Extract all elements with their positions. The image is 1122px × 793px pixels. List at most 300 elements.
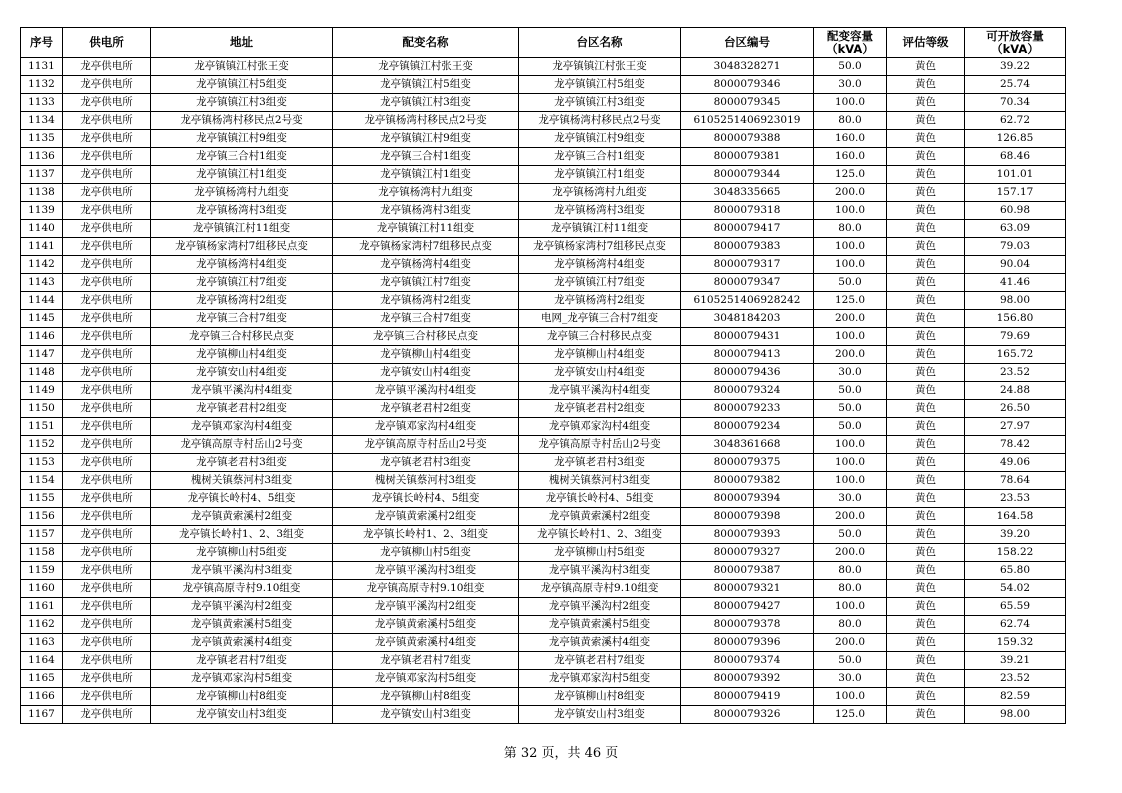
cell-capacity: 50.0 bbox=[814, 418, 887, 436]
cell-address: 龙亭镇高原寺村9.10组变 bbox=[151, 580, 333, 598]
table-row bbox=[21, 418, 1066, 436]
cell-open-capacity: 39.22 bbox=[965, 58, 1066, 76]
cell-index: 1140 bbox=[21, 220, 63, 238]
cell-grade: 黄色 bbox=[887, 346, 965, 364]
table-row bbox=[21, 130, 1066, 148]
cell-station: 龙亭供电所 bbox=[63, 130, 151, 148]
cell-open-capacity: 126.85 bbox=[965, 130, 1066, 148]
cell-transformer-name: 龙亭镇镇江村5组变 bbox=[333, 76, 519, 94]
cell-address: 龙亭镇镇江村5组变 bbox=[151, 76, 333, 94]
table-row bbox=[21, 166, 1066, 184]
cell-transformer-name: 龙亭镇柳山村5组变 bbox=[333, 544, 519, 562]
cell-area-name: 电网_龙亭镇三合村7组变 bbox=[519, 310, 681, 328]
cell-open-capacity: 24.88 bbox=[965, 382, 1066, 400]
cell-address: 龙亭镇杨湾村4组变 bbox=[151, 256, 333, 274]
cell-open-capacity: 23.52 bbox=[965, 670, 1066, 688]
cell-station: 龙亭供电所 bbox=[63, 544, 151, 562]
cell-address: 龙亭镇邓家沟村4组变 bbox=[151, 418, 333, 436]
cell-station: 龙亭供电所 bbox=[63, 472, 151, 490]
cell-address: 龙亭镇长岭村1、2、3组变 bbox=[151, 526, 333, 544]
cell-area-id: 8000079345 bbox=[681, 94, 814, 112]
cell-open-capacity: 25.74 bbox=[965, 76, 1066, 94]
cell-area-id: 8000079347 bbox=[681, 274, 814, 292]
cell-open-capacity: 60.98 bbox=[965, 202, 1066, 220]
cell-address: 龙亭镇安山村3组变 bbox=[151, 706, 333, 724]
cell-station: 龙亭供电所 bbox=[63, 148, 151, 166]
cell-address: 龙亭镇杨湾村2组变 bbox=[151, 292, 333, 310]
cell-station: 龙亭供电所 bbox=[63, 58, 151, 76]
cell-area-name: 龙亭镇平溪沟村2组变 bbox=[519, 598, 681, 616]
table-row bbox=[21, 292, 1066, 310]
cell-capacity: 100.0 bbox=[814, 454, 887, 472]
table-row bbox=[21, 472, 1066, 490]
cell-station: 龙亭供电所 bbox=[63, 202, 151, 220]
table-row bbox=[21, 562, 1066, 580]
cell-area-id: 8000079382 bbox=[681, 472, 814, 490]
cell-transformer-name: 龙亭镇杨湾村4组变 bbox=[333, 256, 519, 274]
cell-address: 龙亭镇镇江村11组变 bbox=[151, 220, 333, 238]
cell-open-capacity: 68.46 bbox=[965, 148, 1066, 166]
cell-capacity: 100.0 bbox=[814, 202, 887, 220]
cell-transformer-name: 槐树关镇蔡河村3组变 bbox=[333, 472, 519, 490]
cell-grade: 黄色 bbox=[887, 652, 965, 670]
cell-area-name: 龙亭镇杨湾村2组变 bbox=[519, 292, 681, 310]
cell-area-id: 8000079398 bbox=[681, 508, 814, 526]
cell-area-id: 8000079326 bbox=[681, 706, 814, 724]
table-row bbox=[21, 616, 1066, 634]
cell-station: 龙亭供电所 bbox=[63, 526, 151, 544]
cell-open-capacity: 41.46 bbox=[965, 274, 1066, 292]
cell-capacity: 100.0 bbox=[814, 238, 887, 256]
cell-open-capacity: 98.00 bbox=[965, 706, 1066, 724]
cell-area-name: 龙亭镇平溪沟村3组变 bbox=[519, 562, 681, 580]
cell-area-name: 龙亭镇安山村4组变 bbox=[519, 364, 681, 382]
cell-area-id: 8000079431 bbox=[681, 328, 814, 346]
cell-open-capacity: 164.58 bbox=[965, 508, 1066, 526]
cell-area-id: 6105251406928242 bbox=[681, 292, 814, 310]
cell-grade: 黄色 bbox=[887, 580, 965, 598]
cell-capacity: 80.0 bbox=[814, 562, 887, 580]
cell-index: 1145 bbox=[21, 310, 63, 328]
cell-index: 1155 bbox=[21, 490, 63, 508]
cell-station: 龙亭供电所 bbox=[63, 238, 151, 256]
cell-address: 龙亭镇三合村1组变 bbox=[151, 148, 333, 166]
cell-address: 龙亭镇黄索溪村5组变 bbox=[151, 616, 333, 634]
cell-open-capacity: 27.97 bbox=[965, 418, 1066, 436]
cell-capacity: 100.0 bbox=[814, 688, 887, 706]
cell-index: 1135 bbox=[21, 130, 63, 148]
cell-transformer-name: 龙亭镇镇江村9组变 bbox=[333, 130, 519, 148]
table-row bbox=[21, 238, 1066, 256]
cell-index: 1162 bbox=[21, 616, 63, 634]
cell-capacity: 125.0 bbox=[814, 706, 887, 724]
cell-capacity: 200.0 bbox=[814, 544, 887, 562]
cell-index: 1160 bbox=[21, 580, 63, 598]
cell-open-capacity: 156.80 bbox=[965, 310, 1066, 328]
cell-station: 龙亭供电所 bbox=[63, 292, 151, 310]
cell-index: 1144 bbox=[21, 292, 63, 310]
cell-area-id: 8000079378 bbox=[681, 616, 814, 634]
cell-grade: 黄色 bbox=[887, 292, 965, 310]
table-row bbox=[21, 436, 1066, 454]
cell-area-id: 8000079413 bbox=[681, 346, 814, 364]
cell-transformer-name: 龙亭镇杨湾村3组变 bbox=[333, 202, 519, 220]
cell-transformer-name: 龙亭镇镇江村3组变 bbox=[333, 94, 519, 112]
cell-address: 龙亭镇平溪沟村4组变 bbox=[151, 382, 333, 400]
cell-index: 1151 bbox=[21, 418, 63, 436]
cell-transformer-name: 龙亭镇平溪沟村4组变 bbox=[333, 382, 519, 400]
cell-open-capacity: 54.02 bbox=[965, 580, 1066, 598]
cell-grade: 黄色 bbox=[887, 382, 965, 400]
cell-transformer-name: 龙亭镇平溪沟村3组变 bbox=[333, 562, 519, 580]
cell-grade: 黄色 bbox=[887, 148, 965, 166]
cell-transformer-name: 龙亭镇安山村3组变 bbox=[333, 706, 519, 724]
cell-transformer-name: 龙亭镇杨湾村九组变 bbox=[333, 184, 519, 202]
cell-address: 龙亭镇三合村7组变 bbox=[151, 310, 333, 328]
cell-transformer-name: 龙亭镇柳山村4组变 bbox=[333, 346, 519, 364]
cell-station: 龙亭供电所 bbox=[63, 634, 151, 652]
cell-capacity: 200.0 bbox=[814, 310, 887, 328]
cell-capacity: 50.0 bbox=[814, 274, 887, 292]
cell-grade: 黄色 bbox=[887, 274, 965, 292]
cell-grade: 黄色 bbox=[887, 310, 965, 328]
cell-index: 1131 bbox=[21, 58, 63, 76]
cell-area-name: 龙亭镇杨湾村3组变 bbox=[519, 202, 681, 220]
cell-index: 1141 bbox=[21, 238, 63, 256]
cell-capacity: 160.0 bbox=[814, 148, 887, 166]
cell-area-id: 8000079324 bbox=[681, 382, 814, 400]
cell-grade: 黄色 bbox=[887, 166, 965, 184]
cell-index: 1167 bbox=[21, 706, 63, 724]
cell-area-name: 龙亭镇黄索溪村4组变 bbox=[519, 634, 681, 652]
cell-area-id: 8000079427 bbox=[681, 598, 814, 616]
cell-capacity: 200.0 bbox=[814, 346, 887, 364]
cell-transformer-name: 龙亭镇老君村3组变 bbox=[333, 454, 519, 472]
cell-area-name: 龙亭镇长岭村4、5组变 bbox=[519, 490, 681, 508]
cell-transformer-name: 龙亭镇镇江村1组变 bbox=[333, 166, 519, 184]
cell-capacity: 200.0 bbox=[814, 634, 887, 652]
cell-index: 1166 bbox=[21, 688, 63, 706]
cell-open-capacity: 49.06 bbox=[965, 454, 1066, 472]
cell-capacity: 125.0 bbox=[814, 166, 887, 184]
cell-index: 1150 bbox=[21, 400, 63, 418]
cell-capacity: 30.0 bbox=[814, 670, 887, 688]
cell-address: 龙亭镇柳山村5组变 bbox=[151, 544, 333, 562]
cell-station: 龙亭供电所 bbox=[63, 706, 151, 724]
header-col-capacity: 配变容量 （kVA） bbox=[814, 28, 887, 58]
cell-transformer-name: 龙亭镇镇江村张王变 bbox=[333, 58, 519, 76]
cell-area-id: 8000079436 bbox=[681, 364, 814, 382]
cell-index: 1164 bbox=[21, 652, 63, 670]
cell-area-id: 8000079387 bbox=[681, 562, 814, 580]
cell-station: 龙亭供电所 bbox=[63, 166, 151, 184]
cell-capacity: 50.0 bbox=[814, 526, 887, 544]
cell-address: 龙亭镇老君村7组变 bbox=[151, 652, 333, 670]
cell-area-id: 3048328271 bbox=[681, 58, 814, 76]
cell-station: 龙亭供电所 bbox=[63, 364, 151, 382]
cell-grade: 黄色 bbox=[887, 400, 965, 418]
cell-capacity: 200.0 bbox=[814, 508, 887, 526]
table-row bbox=[21, 382, 1066, 400]
cell-grade: 黄色 bbox=[887, 454, 965, 472]
table-row bbox=[21, 454, 1066, 472]
page-footer: 第 32 页，共 46 页 bbox=[503, 746, 619, 761]
cell-grade: 黄色 bbox=[887, 418, 965, 436]
table-row bbox=[21, 598, 1066, 616]
cell-area-name: 龙亭镇黄索溪村2组变 bbox=[519, 508, 681, 526]
cell-transformer-name: 龙亭镇镇江村7组变 bbox=[333, 274, 519, 292]
cell-capacity: 50.0 bbox=[814, 382, 887, 400]
cell-grade: 黄色 bbox=[887, 76, 965, 94]
cell-area-id: 3048184203 bbox=[681, 310, 814, 328]
cell-open-capacity: 63.09 bbox=[965, 220, 1066, 238]
cell-area-name: 槐树关镇蔡河村3组变 bbox=[519, 472, 681, 490]
cell-station: 龙亭供电所 bbox=[63, 76, 151, 94]
cell-transformer-name: 龙亭镇高原寺村9.10组变 bbox=[333, 580, 519, 598]
cell-index: 1137 bbox=[21, 166, 63, 184]
cell-index: 1152 bbox=[21, 436, 63, 454]
cell-area-name: 龙亭镇三合村移民点变 bbox=[519, 328, 681, 346]
cell-area-name: 龙亭镇高原寺村9.10组变 bbox=[519, 580, 681, 598]
cell-address: 龙亭镇柳山村4组变 bbox=[151, 346, 333, 364]
cell-area-id: 8000079383 bbox=[681, 238, 814, 256]
cell-station: 龙亭供电所 bbox=[63, 454, 151, 472]
table-row bbox=[21, 256, 1066, 274]
cell-area-name: 龙亭镇柳山村4组变 bbox=[519, 346, 681, 364]
cell-area-name: 龙亭镇邓家沟村4组变 bbox=[519, 418, 681, 436]
cell-area-id: 8000079317 bbox=[681, 256, 814, 274]
cell-open-capacity: 165.72 bbox=[965, 346, 1066, 364]
header-col-transformer-name: 配变名称 bbox=[333, 28, 519, 58]
table-row bbox=[21, 706, 1066, 724]
cell-grade: 黄色 bbox=[887, 58, 965, 76]
cell-area-name: 龙亭镇镇江村9组变 bbox=[519, 130, 681, 148]
header-col-area-id: 台区编号 bbox=[681, 28, 814, 58]
cell-capacity: 160.0 bbox=[814, 130, 887, 148]
cell-open-capacity: 101.01 bbox=[965, 166, 1066, 184]
cell-grade: 黄色 bbox=[887, 634, 965, 652]
cell-transformer-name: 龙亭镇柳山村8组变 bbox=[333, 688, 519, 706]
table-row bbox=[21, 526, 1066, 544]
cell-index: 1156 bbox=[21, 508, 63, 526]
cell-index: 1149 bbox=[21, 382, 63, 400]
table-row bbox=[21, 490, 1066, 508]
cell-area-id: 8000079388 bbox=[681, 130, 814, 148]
header-col-station: 供电所 bbox=[63, 28, 151, 58]
cell-station: 龙亭供电所 bbox=[63, 220, 151, 238]
cell-index: 1158 bbox=[21, 544, 63, 562]
cell-station: 龙亭供电所 bbox=[63, 562, 151, 580]
cell-grade: 黄色 bbox=[887, 202, 965, 220]
cell-index: 1142 bbox=[21, 256, 63, 274]
cell-station: 龙亭供电所 bbox=[63, 274, 151, 292]
table-row bbox=[21, 328, 1066, 346]
cell-index: 1157 bbox=[21, 526, 63, 544]
cell-area-id: 3048335665 bbox=[681, 184, 814, 202]
header-col-address: 地址 bbox=[151, 28, 333, 58]
table-row bbox=[21, 58, 1066, 76]
cell-grade: 黄色 bbox=[887, 364, 965, 382]
cell-area-id: 8000079374 bbox=[681, 652, 814, 670]
cell-station: 龙亭供电所 bbox=[63, 652, 151, 670]
cell-transformer-name: 龙亭镇老君村7组变 bbox=[333, 652, 519, 670]
cell-index: 1143 bbox=[21, 274, 63, 292]
cell-transformer-name: 龙亭镇邓家沟村5组变 bbox=[333, 670, 519, 688]
cell-transformer-name: 龙亭镇高原寺村岳山2号变 bbox=[333, 436, 519, 454]
cell-station: 龙亭供电所 bbox=[63, 436, 151, 454]
table-row bbox=[21, 94, 1066, 112]
cell-address: 龙亭镇镇江村1组变 bbox=[151, 166, 333, 184]
cell-station: 龙亭供电所 bbox=[63, 382, 151, 400]
cell-open-capacity: 90.04 bbox=[965, 256, 1066, 274]
cell-address: 龙亭镇镇江村3组变 bbox=[151, 94, 333, 112]
cell-area-id: 8000079393 bbox=[681, 526, 814, 544]
cell-capacity: 30.0 bbox=[814, 364, 887, 382]
cell-area-name: 龙亭镇邓家沟村5组变 bbox=[519, 670, 681, 688]
cell-area-id: 8000079392 bbox=[681, 670, 814, 688]
cell-station: 龙亭供电所 bbox=[63, 598, 151, 616]
cell-area-name: 龙亭镇镇江村11组变 bbox=[519, 220, 681, 238]
cell-area-id: 8000079381 bbox=[681, 148, 814, 166]
cell-station: 龙亭供电所 bbox=[63, 670, 151, 688]
cell-transformer-name: 龙亭镇黄索溪村2组变 bbox=[333, 508, 519, 526]
table-row bbox=[21, 670, 1066, 688]
cell-transformer-name: 龙亭镇长岭村4、5组变 bbox=[333, 490, 519, 508]
cell-station: 龙亭供电所 bbox=[63, 346, 151, 364]
cell-station: 龙亭供电所 bbox=[63, 400, 151, 418]
cell-open-capacity: 157.17 bbox=[965, 184, 1066, 202]
cell-transformer-name: 龙亭镇安山村4组变 bbox=[333, 364, 519, 382]
cell-area-id: 3048361668 bbox=[681, 436, 814, 454]
cell-index: 1133 bbox=[21, 94, 63, 112]
cell-open-capacity: 78.42 bbox=[965, 436, 1066, 454]
cell-index: 1148 bbox=[21, 364, 63, 382]
table-row bbox=[21, 274, 1066, 292]
table-row bbox=[21, 634, 1066, 652]
cell-capacity: 125.0 bbox=[814, 292, 887, 310]
cell-area-name: 龙亭镇镇江村7组变 bbox=[519, 274, 681, 292]
cell-index: 1163 bbox=[21, 634, 63, 652]
header-col-index: 序号 bbox=[21, 28, 63, 58]
table-row bbox=[21, 184, 1066, 202]
cell-index: 1139 bbox=[21, 202, 63, 220]
cell-index: 1147 bbox=[21, 346, 63, 364]
cell-open-capacity: 158.22 bbox=[965, 544, 1066, 562]
cell-station: 龙亭供电所 bbox=[63, 94, 151, 112]
cell-grade: 黄色 bbox=[887, 256, 965, 274]
cell-area-name: 龙亭镇老君村7组变 bbox=[519, 652, 681, 670]
cell-open-capacity: 78.64 bbox=[965, 472, 1066, 490]
cell-grade: 黄色 bbox=[887, 112, 965, 130]
cell-grade: 黄色 bbox=[887, 706, 965, 724]
cell-open-capacity: 23.53 bbox=[965, 490, 1066, 508]
cell-grade: 黄色 bbox=[887, 688, 965, 706]
cell-station: 龙亭供电所 bbox=[63, 688, 151, 706]
cell-grade: 黄色 bbox=[887, 562, 965, 580]
cell-station: 龙亭供电所 bbox=[63, 184, 151, 202]
cell-area-name: 龙亭镇老君村3组变 bbox=[519, 454, 681, 472]
cell-capacity: 50.0 bbox=[814, 652, 887, 670]
cell-capacity: 50.0 bbox=[814, 400, 887, 418]
table-row bbox=[21, 400, 1066, 418]
cell-grade: 黄色 bbox=[887, 544, 965, 562]
cell-area-name: 龙亭镇杨家湾村7组移民点变 bbox=[519, 238, 681, 256]
cell-area-name: 龙亭镇柳山村8组变 bbox=[519, 688, 681, 706]
cell-capacity: 100.0 bbox=[814, 472, 887, 490]
cell-area-name: 龙亭镇杨湾村移民点2号变 bbox=[519, 112, 681, 130]
header-col-grade: 评估等级 bbox=[887, 28, 965, 58]
cell-area-name: 龙亭镇三合村1组变 bbox=[519, 148, 681, 166]
cell-address: 龙亭镇镇江村9组变 bbox=[151, 130, 333, 148]
cell-grade: 黄色 bbox=[887, 328, 965, 346]
cell-open-capacity: 26.50 bbox=[965, 400, 1066, 418]
cell-station: 龙亭供电所 bbox=[63, 580, 151, 598]
cell-area-id: 8000079417 bbox=[681, 220, 814, 238]
cell-area-name: 龙亭镇柳山村5组变 bbox=[519, 544, 681, 562]
cell-area-name: 龙亭镇平溪沟村4组变 bbox=[519, 382, 681, 400]
cell-open-capacity: 79.03 bbox=[965, 238, 1066, 256]
cell-grade: 黄色 bbox=[887, 526, 965, 544]
cell-address: 龙亭镇镇江村张王变 bbox=[151, 58, 333, 76]
cell-station: 龙亭供电所 bbox=[63, 328, 151, 346]
cell-area-name: 龙亭镇杨湾村4组变 bbox=[519, 256, 681, 274]
cell-capacity: 100.0 bbox=[814, 436, 887, 454]
cell-capacity: 80.0 bbox=[814, 616, 887, 634]
cell-address: 龙亭镇邓家沟村5组变 bbox=[151, 670, 333, 688]
cell-capacity: 30.0 bbox=[814, 490, 887, 508]
cell-area-id: 8000079394 bbox=[681, 490, 814, 508]
cell-grade: 黄色 bbox=[887, 490, 965, 508]
cell-capacity: 50.0 bbox=[814, 58, 887, 76]
cell-area-name: 龙亭镇长岭村1、2、3组变 bbox=[519, 526, 681, 544]
cell-address: 龙亭镇杨湾村3组变 bbox=[151, 202, 333, 220]
cell-area-id: 8000079318 bbox=[681, 202, 814, 220]
cell-open-capacity: 70.34 bbox=[965, 94, 1066, 112]
cell-area-name: 龙亭镇镇江村张王变 bbox=[519, 58, 681, 76]
cell-address: 龙亭镇黄索溪村4组变 bbox=[151, 634, 333, 652]
cell-grade: 黄色 bbox=[887, 670, 965, 688]
cell-address: 龙亭镇平溪沟村3组变 bbox=[151, 562, 333, 580]
cell-grade: 黄色 bbox=[887, 616, 965, 634]
cell-station: 龙亭供电所 bbox=[63, 508, 151, 526]
cell-address: 龙亭镇杨湾村移民点2号变 bbox=[151, 112, 333, 130]
cell-grade: 黄色 bbox=[887, 508, 965, 526]
cell-area-id: 8000079375 bbox=[681, 454, 814, 472]
cell-address: 龙亭镇老君村3组变 bbox=[151, 454, 333, 472]
cell-transformer-name: 龙亭镇长岭村1、2、3组变 bbox=[333, 526, 519, 544]
cell-transformer-name: 龙亭镇平溪沟村2组变 bbox=[333, 598, 519, 616]
cell-area-id: 8000079233 bbox=[681, 400, 814, 418]
cell-index: 1132 bbox=[21, 76, 63, 94]
cell-capacity: 100.0 bbox=[814, 94, 887, 112]
cell-area-id: 8000079234 bbox=[681, 418, 814, 436]
cell-transformer-name: 龙亭镇镇江村11组变 bbox=[333, 220, 519, 238]
table-row bbox=[21, 220, 1066, 238]
cell-area-id: 8000079321 bbox=[681, 580, 814, 598]
cell-transformer-name: 龙亭镇三合村1组变 bbox=[333, 148, 519, 166]
cell-area-name: 龙亭镇安山村3组变 bbox=[519, 706, 681, 724]
cell-capacity: 100.0 bbox=[814, 598, 887, 616]
header-col-area-name: 台区名称 bbox=[519, 28, 681, 58]
cell-address: 龙亭镇长岭村4、5组变 bbox=[151, 490, 333, 508]
cell-open-capacity: 39.20 bbox=[965, 526, 1066, 544]
table-row bbox=[21, 346, 1066, 364]
cell-transformer-name: 龙亭镇杨湾村移民点2号变 bbox=[333, 112, 519, 130]
cell-grade: 黄色 bbox=[887, 130, 965, 148]
table-row bbox=[21, 148, 1066, 166]
cell-capacity: 30.0 bbox=[814, 76, 887, 94]
cell-index: 1154 bbox=[21, 472, 63, 490]
